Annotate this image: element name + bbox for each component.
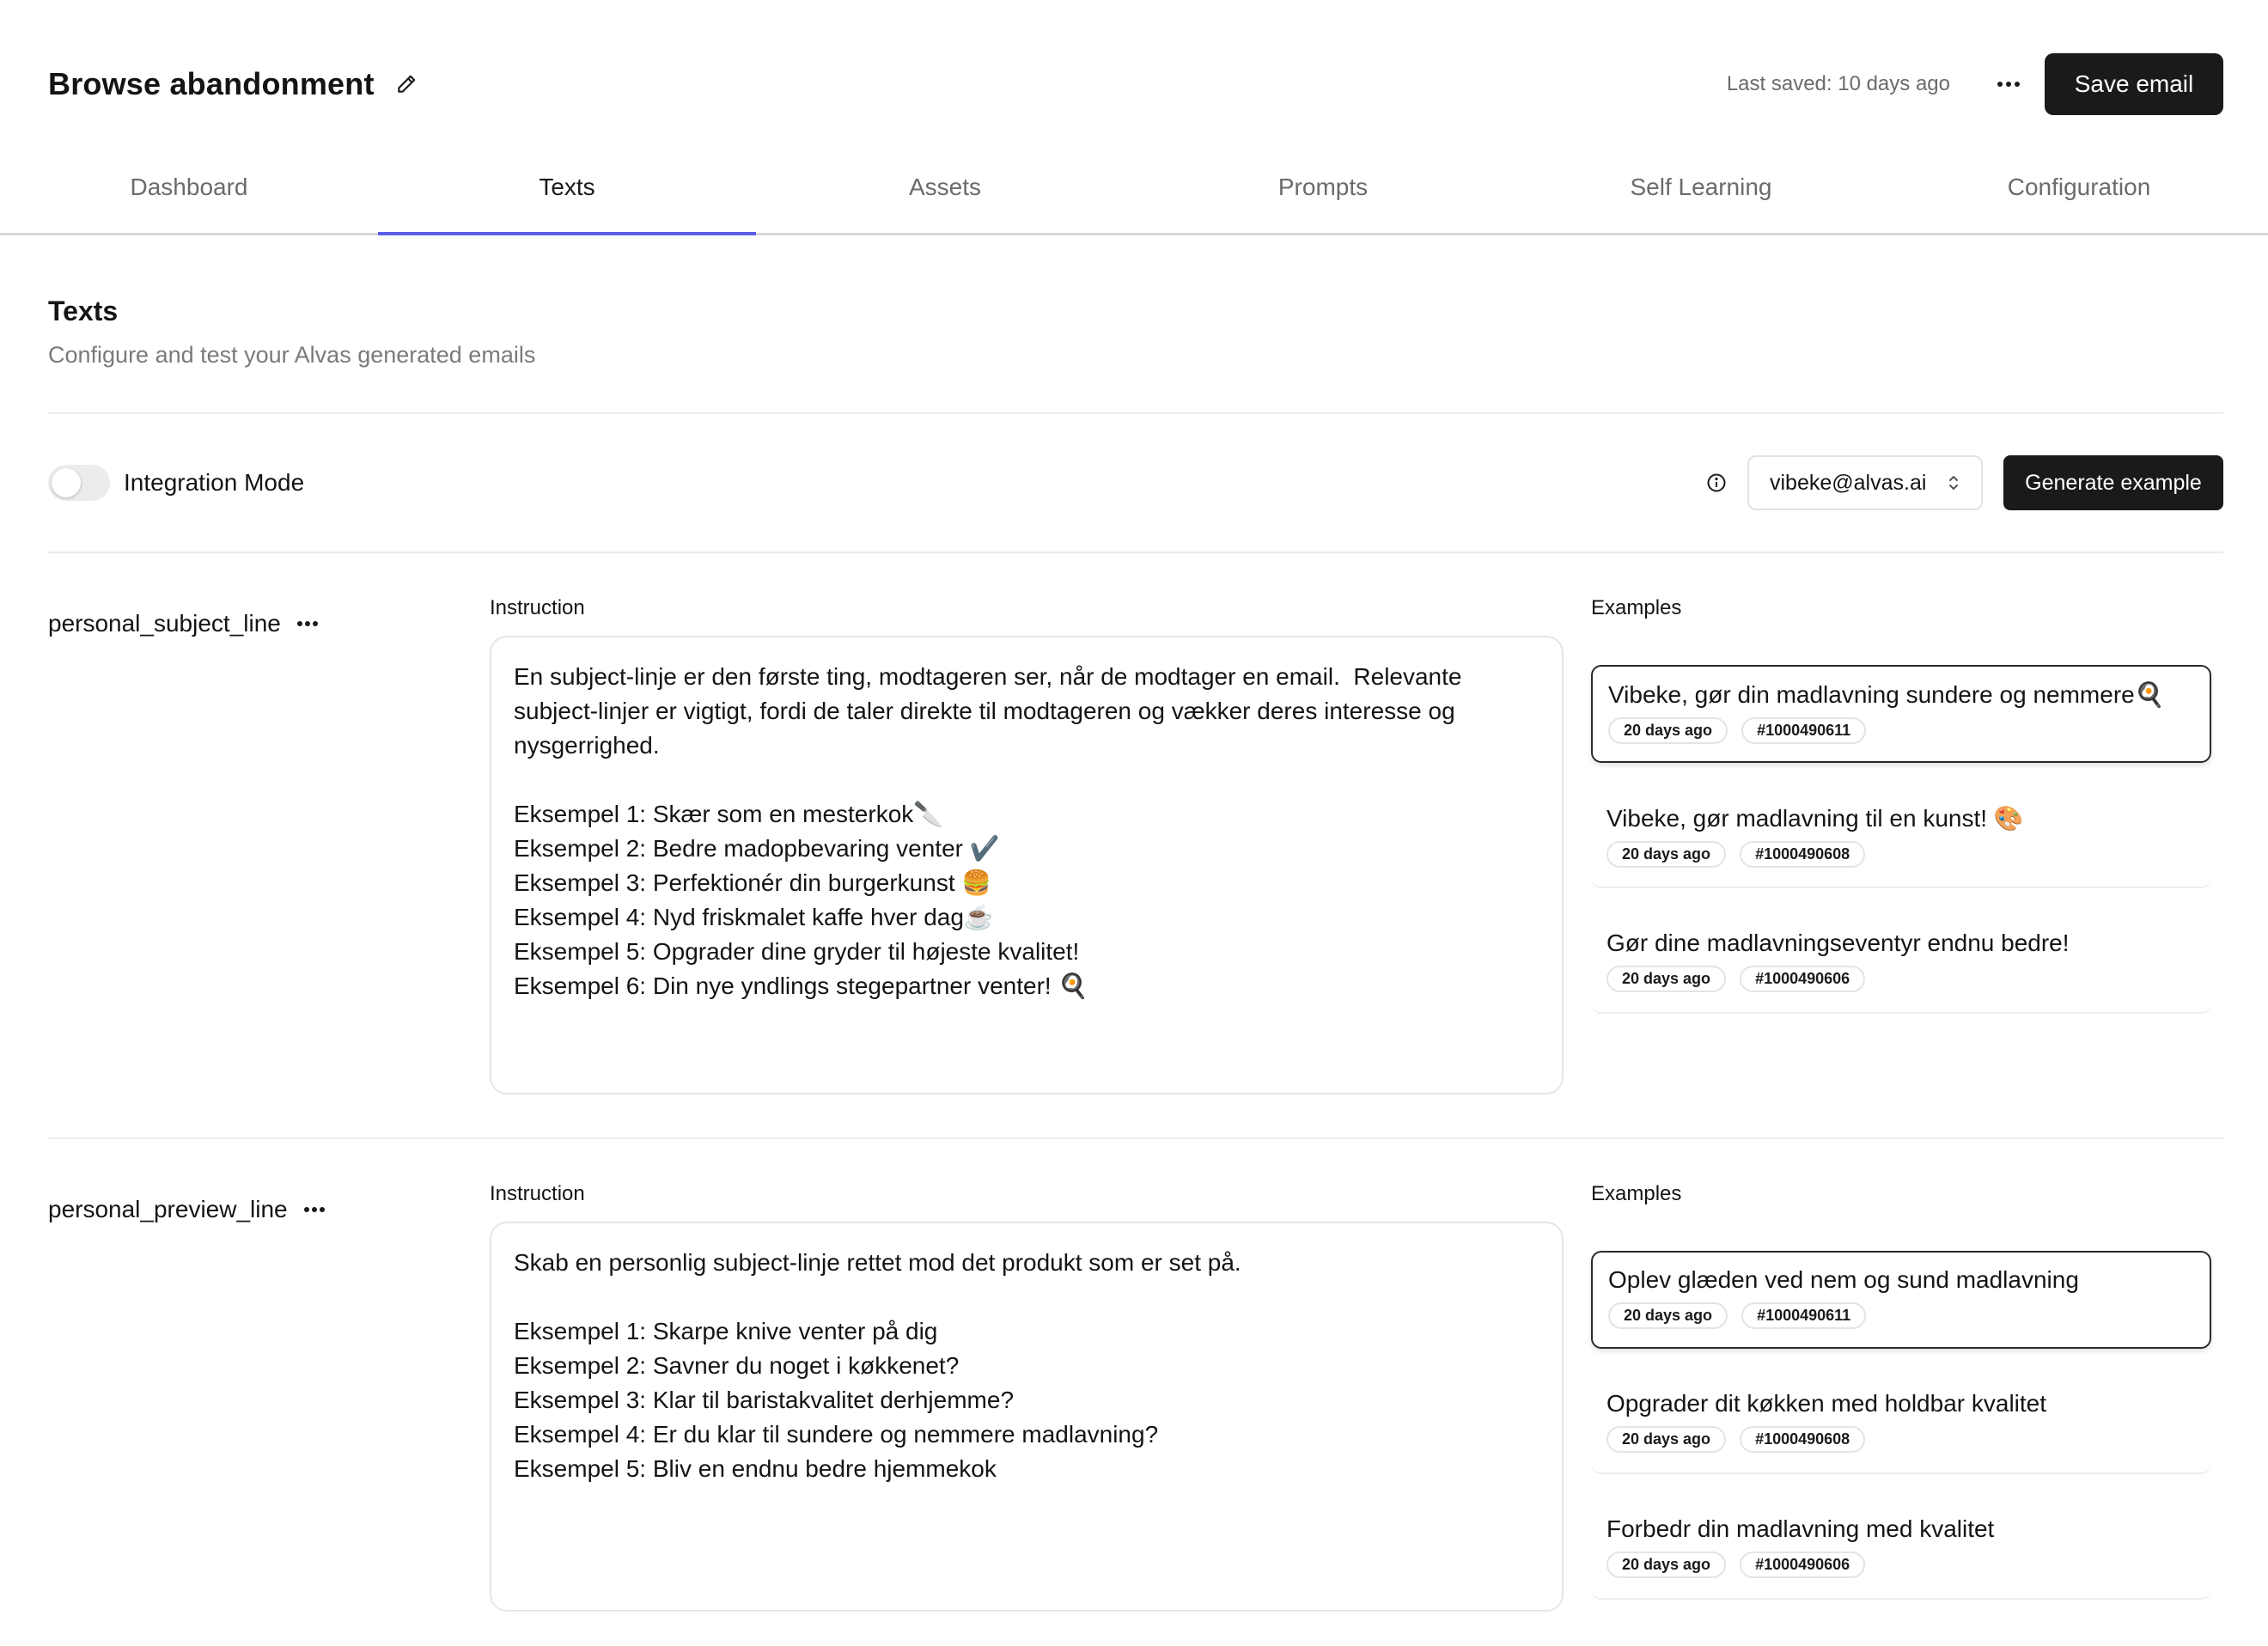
integration-mode-label: Integration Mode	[124, 469, 305, 496]
page-header	[48, 53, 2223, 115]
field-name: personal_preview_line	[48, 1196, 288, 1222]
instruction-textarea[interactable]: Skab en personlig subject-linje rettet mod det produkt som er set på. Eksempel 1: Skarpe knive venter på dig Eksempel 2: Savner du noget i køkkenet? Eksempel 3: Klar til baristakvalitet derhjemme? Eksempel 4: Er du klar til sundere og nemmere madlavning? Eksempel 5: Bliv en endnu bedre hjemmekok	[490, 1222, 1564, 1612]
text-field-block	[48, 1148, 2223, 1646]
tab-configuration[interactable]: Configuration	[2007, 174, 2151, 200]
example-card[interactable]	[1591, 665, 2211, 763]
tab-texts[interactable]: Texts	[378, 155, 756, 233]
tab-prompts[interactable]: Prompts	[1277, 174, 1369, 200]
example-card[interactable]	[1591, 1502, 2211, 1600]
section-subtitle: Configure and test your Alvas generated emails	[48, 342, 536, 368]
example-text: Vibeke, gør din madlavning sundere og nemmere🍳	[1608, 681, 2165, 708]
example-card[interactable]	[1591, 1251, 2211, 1349]
age-badge: 20 days ago	[1606, 1426, 1726, 1453]
example-card[interactable]	[1591, 1376, 2211, 1474]
save-email-button[interactable]: Save email	[2045, 53, 2223, 115]
tab-assets[interactable]: Assets	[908, 174, 982, 200]
examples-list	[1591, 665, 2211, 1041]
integration-row	[48, 454, 2223, 512]
generate-example-button[interactable]: Generate example	[2003, 455, 2223, 510]
recipient-value: vibeke@alvas.ai	[1770, 470, 1927, 495]
age-badge: 20 days ago	[1608, 1302, 1728, 1329]
pencil-icon[interactable]	[393, 71, 419, 97]
tab-bar	[0, 155, 2268, 235]
examples-list	[1591, 1251, 2211, 1627]
divider	[48, 552, 2223, 553]
tab-dashboard[interactable]: Dashboard	[130, 174, 248, 200]
id-badge: #1000490608	[1740, 841, 1865, 868]
examples-label: Examples	[1591, 596, 1682, 619]
example-card[interactable]	[1591, 790, 2211, 888]
id-badge: #1000490606	[1740, 1552, 1865, 1578]
chevron-up-down-icon	[1947, 472, 1960, 493]
id-badge: #1000490606	[1740, 966, 1865, 992]
integration-mode-toggle[interactable]	[48, 465, 110, 501]
id-badge: #1000490611	[1741, 717, 1866, 744]
example-text: Forbedr din madlavning med kvalitet	[1606, 1515, 1995, 1542]
tab-self-learning[interactable]: Self Learning	[1630, 174, 1772, 200]
recipient-select[interactable]	[1747, 455, 1983, 510]
age-badge: 20 days ago	[1608, 717, 1728, 744]
divider	[48, 1137, 2223, 1139]
field-options-icon[interactable]	[303, 1206, 326, 1213]
examples-label: Examples	[1591, 1182, 1682, 1205]
example-text: Gør dine madlavningseventyr endnu bedre!	[1606, 930, 2070, 956]
toggle-knob	[52, 468, 81, 497]
more-options-icon[interactable]	[1991, 67, 2026, 101]
field-name-row	[48, 610, 319, 637]
field-options-icon[interactable]	[296, 620, 319, 627]
field-name-row	[48, 1196, 326, 1223]
example-text: Oplev glæden ved nem og sund madlavning	[1608, 1266, 2079, 1293]
field-name: personal_subject_line	[48, 610, 281, 637]
example-card[interactable]	[1591, 916, 2211, 1014]
age-badge: 20 days ago	[1606, 966, 1726, 992]
last-saved-status: Last saved: 10 days ago	[1726, 72, 1950, 95]
id-badge: #1000490608	[1740, 1426, 1865, 1453]
age-badge: 20 days ago	[1606, 841, 1726, 868]
page-title: Browse abandonment	[48, 66, 375, 101]
id-badge: #1000490611	[1741, 1302, 1866, 1329]
age-badge: 20 days ago	[1606, 1552, 1726, 1578]
instruction-textarea[interactable]: En subject-linje er den første ting, modtageren ser, når de modtager en email. Relevante subject-linjer er vigtigt, fordi de taler direkte til modtageren og vækker deres interesse og nysgerrighed. Eksempel 1: Skær som en mesterkok🔪 Eksempel 2: Bedre madopbevaring venter ✔️ Eksempel 3: Perfektionér din burgerkunst 🍔 Eksempel 4: Nyd friskmalet kaffe hver dag☕ Eksempel 5: Opgrader dine gryder til højeste kvalitet! Eksempel 6: Din nye yndlings stegepartner venter! 🍳	[490, 636, 1564, 1094]
instruction-label: Instruction	[490, 596, 585, 619]
section-title: Texts	[48, 296, 119, 326]
divider	[48, 412, 2223, 414]
example-text: Opgrader dit køkken med holdbar kvalitet	[1606, 1390, 2047, 1417]
info-icon[interactable]	[1704, 471, 1728, 495]
example-text: Vibeke, gør madlavning til en kunst! 🎨	[1606, 805, 2024, 832]
text-field-block	[48, 562, 2223, 1129]
instruction-label: Instruction	[490, 1182, 585, 1205]
